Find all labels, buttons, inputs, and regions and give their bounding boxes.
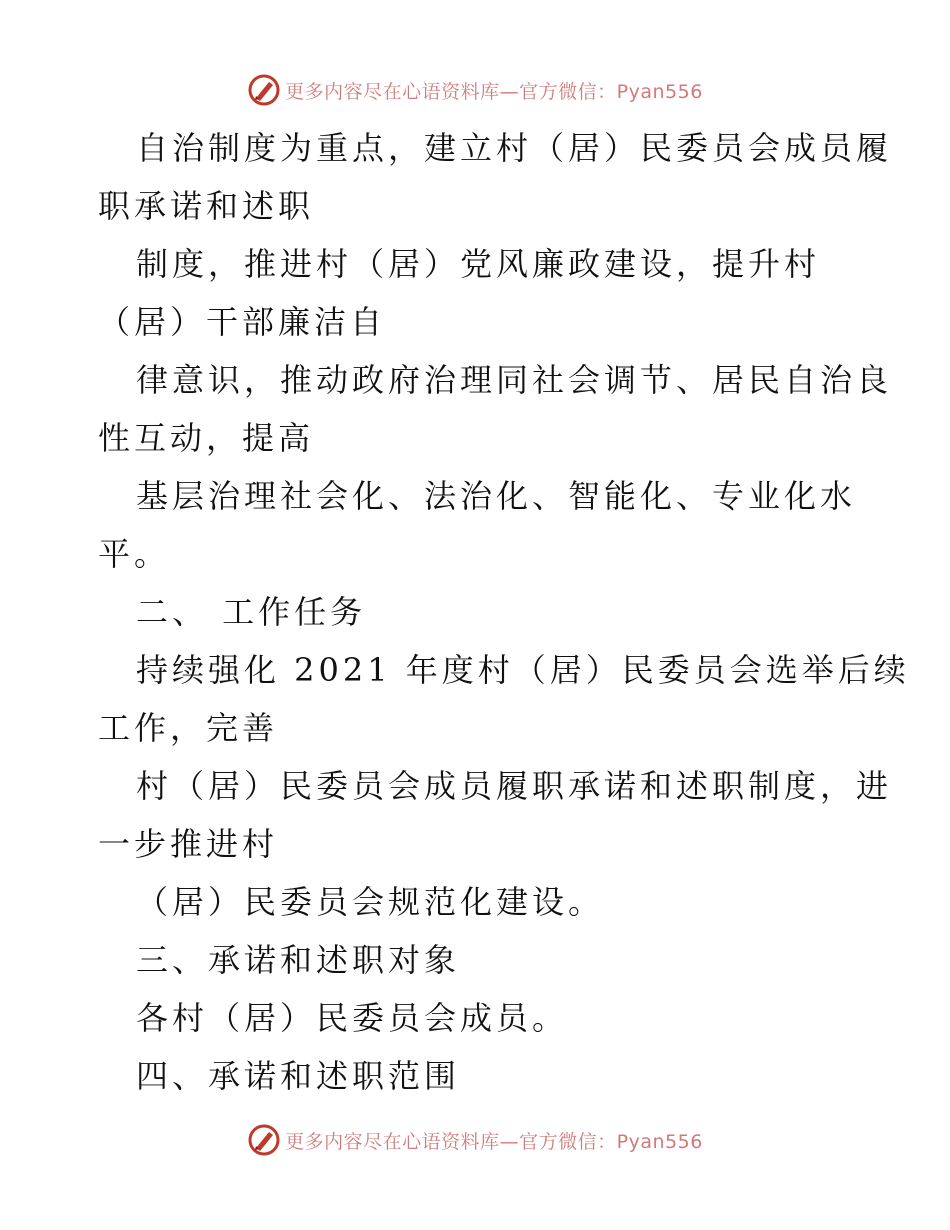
watermark-text: 更多内容尽在心语资料库—官方微信：Pyan556 xyxy=(285,80,703,103)
body-line: 自治制度为重点，建立村（居）民委员会成员履 xyxy=(136,129,893,167)
body-line: 律意识，推动政府治理同社会调节、居民自治良 xyxy=(136,361,893,399)
footer-watermark xyxy=(0,1120,950,1160)
pen-logo-icon xyxy=(247,73,281,107)
body-line: 平。 xyxy=(98,535,171,573)
body-line: （居）民委员会规范化建设。 xyxy=(136,883,605,921)
body-line: 工作，完善 xyxy=(98,709,279,747)
body-line: 职承诺和述职 xyxy=(98,187,315,225)
body-line: 村（居）民委员会成员履职承诺和述职制度，进 xyxy=(136,767,893,805)
watermark-text: 更多内容尽在心语资料库—官方微信：Pyan556 xyxy=(285,1130,703,1153)
document-body xyxy=(98,119,910,1105)
body-line: 一步推进村 xyxy=(98,825,279,863)
body-line: 制度，推进村（居）党风廉政建设，提升村 xyxy=(136,245,821,283)
body-line: 各村（居）民委员会成员。 xyxy=(136,999,569,1037)
body-line: 性互动，提高 xyxy=(98,419,315,457)
section-heading-2: 二、 工作任务 xyxy=(136,593,367,631)
body-line: 基层治理社会化、法治化、智能化、专业化水 xyxy=(136,477,857,515)
body-line: （居）干部廉洁自 xyxy=(98,303,387,341)
section-heading-4: 四、承诺和述职范围 xyxy=(136,1057,461,1095)
pen-logo-icon xyxy=(247,1123,281,1157)
header-watermark xyxy=(0,70,950,110)
section-heading-3: 三、承诺和述职对象 xyxy=(136,941,461,979)
body-line: 持续强化 2021 年度村（居）民委员会选举后续 xyxy=(136,651,910,689)
